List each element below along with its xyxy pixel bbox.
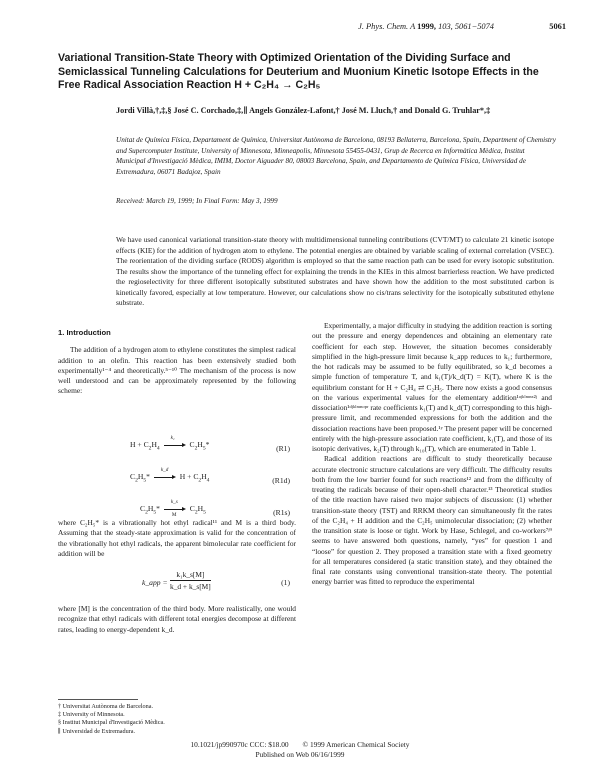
paper-title: Variational Transition-State Theory with Optimized Orientation of the Dividing Surface and Semiclassical Tunneling Calculations for Deuterium and Muonium Kinetic Isotope Effects in the Free Radical Association Reaction H + C₂H₄ → C₂H₅ <box>58 52 539 91</box>
published-line: Published on Web 06/16/1999 <box>255 750 345 759</box>
equation-tag: (R1) <box>276 444 290 453</box>
footnote-item: ‡ University of Minnesota. <box>58 711 125 719</box>
equation-1: k_app = $\frac{\text{k₁k\_s[M]}}{k\_d + k\_s[M]}$ (1) <box>142 570 290 591</box>
footnote-item: † Universitat Autònoma de Barcelona. <box>58 703 154 710</box>
left-column <box>58 328 296 397</box>
section-heading-introduction: 1. Introduction <box>58 328 111 337</box>
journal-citation: J. Phys. Chem. A 1999, 103, 5061−5074 <box>358 22 494 31</box>
arrow-icon: k_d <box>154 472 176 482</box>
footnote-item: § Institut Municipal d'Investigació Mèdica. <box>58 719 165 727</box>
intro-paragraph-2: where C₂H₅* is a vibrationally hot ethyl radical¹¹ and M is a third body. Assuming that the steady-state approximation is valid for the concentration of the vibrationally hot ethyl radicals, the apparent bimolecular rate coefficient for addition will be <box>58 518 296 558</box>
page-footer <box>0 740 600 760</box>
doi-line: 10.1021/jp990970c CCC: $18.00 <box>190 740 289 749</box>
arrow-icon: k_s M <box>164 504 186 514</box>
running-head <box>0 22 600 36</box>
equation-tag: (1) <box>281 578 290 587</box>
right-paragraph-2: Radical addition reactions are difficult to study theoretically because accurate electronic structure calculations are very difficult. The difficulty results both from the low barrier found for such reactions¹² and from the difficulty of treating the radicals because of their open-shell character.¹³ Theoretical studies of the title reaction have raised two major subjects of discussion: (1) whether transition-state theory (TST) and RRKM theory can simultaneously fit the rates of the C₂H₄ + H addition and the C₂H₅ unimolecular dissociation; (2) whether the transition state is loose or tight. Work by Hase, Schlegel, and co-workers⁷ʲ⁹ seems to have answered both questions, namely, “yes” for question 1 and “loose” for question 2. They proposed a transition state with a fixed geometry for all temperatures considered (a static transition state), and they obtained the final rate constants using conventional transition-state theory. The potential energy barrier was fitted to reproduce the experimental <box>312 454 552 587</box>
fraction: $\frac{\text{k₁k\_s[M]}}{k\_d + k\_s[M]}$ <box>170 570 211 591</box>
reaction-r1d: $C_2H_5*$ k_d $H + C_2H_4$ (R1d) <box>130 467 290 485</box>
footnote-divider <box>58 699 138 700</box>
reaction-r1s: $C_2H_5*$ k_s M $C_2H_5$ (R1s) <box>140 499 290 519</box>
received-dates: Received: March 19, 1999; In Final Form: May 3, 1999 <box>116 197 278 205</box>
reaction-r1: $H + C_2H_4$ k₁ $C_2H_5*$ (R1) <box>130 435 290 453</box>
arrow-icon: k₁ <box>164 440 186 450</box>
intro-paragraph-1: The addition of a hydrogen atom to ethylene constitutes the simplest radical addition to an olefin. This reaction has been extensively studied both experimentally¹⁻⁴ and theoretically.⁵⁻¹⁰ The mechanism of the process is now well understood and can be approximately represented by the following scheme: <box>58 345 296 396</box>
author-list: Jordi Villà,†,‡,§ José C. Corchado,‡,∥ Angels González-Lafont,† José M. Lluch,† and Donald G. Truhlar*,‡ <box>116 106 491 115</box>
equation-tag: (R1s) <box>273 508 290 517</box>
left-column-end <box>58 604 296 635</box>
intro-paragraph-3: where [M] is the concentration of the third body. More realistically, one would recognize that ethyl radicals with different total energies decompose at different rates, leading to energy-dependent k_d. <box>58 604 296 634</box>
page-number: 5061 <box>549 22 566 31</box>
affiliations: Unitat de Química Física, Departament de Química, Universitat Autònoma de Barcelona, 08193 Bellaterra, Barcelona, Spain, Department of Chemistry and Supercomputer Institute, University of Minnesota, Minneapolis, Minnesota 55455-0431, Grup de Recerca en Informàtica Mèdica, Institut Municipal d'Investigació Mèdica, IMIM, Doctor Aiguader 80, 08003 Barcelona, Spain, and Departamento de Química Física, Universidad de Extremadura, 06071 Badajoz, Spain <box>116 136 556 176</box>
right-column <box>312 321 552 588</box>
copyright-line: © 1999 American Chemical Society <box>302 740 410 749</box>
abstract: We have used canonical variational transition-state theory with multidimensional tunneling contributions (CVT/MT) to calculate 21 kinetic isotope effects (KIE) for the addition of hydrogen atom to ethylene. The potential energies are obtained by variable scaling of external correlation (VSEC). The reorientation of the dividing surface (RODS) algorithm is employed so that the same reaction path can be used for every isotopic substitution. The results show the importance of the tunneling effect for explaining the trends in the KIEs in this almost barrierless reaction. We have predicted the regioselectivity for three different isotopically substituted substrates and have shown how the addition to the most substituted carbon is kinetically favored, especially at low temperature. However, our calculations show no cis/trans selectivity for the isotopically substituted ethylene substrate. <box>116 235 554 307</box>
footnote-item: ∥ Universidad de Extremadura. <box>58 727 136 735</box>
right-paragraph-1: Experimentally, a major difficulty in studying the addition reaction is sorting out the pressure and energy dependences and obtaining an elementary rate coefficient for each step. However, the situation becomes considerably simplified in the high-pressure limit because k_app reduces to k₁; furthermore, the hot radicals may be assumed to be fully equilibrated, so k_d becomes a simple function of temperature T, and k₁(T)/k_d(T) = K(T), where K is the equilibrium constant for H + C₂H₄ ⇄ C₂H₅. There now exists a good consensus on the various experimental values for the elementary addition¹ᵃʲᵏˡᵐⁿˣ²ʲ and dissociation¹ᵈʲᵏˡᵐⁿᵒᵖʳ rate coefficients k₁(T) and k_d(T) corresponding to this high-pressure limit, and recommended expressions for both the addition and the dissociation reactions have been proposed.¹ʸ The present paper will be concerned entirely with the high-pressure association rate coefficient, k₁(T), and those of its isotopic derivatives, k₂(T) through k₁₀(T), which are enumerated in Table 1. <box>312 321 552 453</box>
equation-tag: (R1d) <box>272 476 290 485</box>
footnotes <box>58 703 296 736</box>
left-column-continued <box>58 518 296 559</box>
